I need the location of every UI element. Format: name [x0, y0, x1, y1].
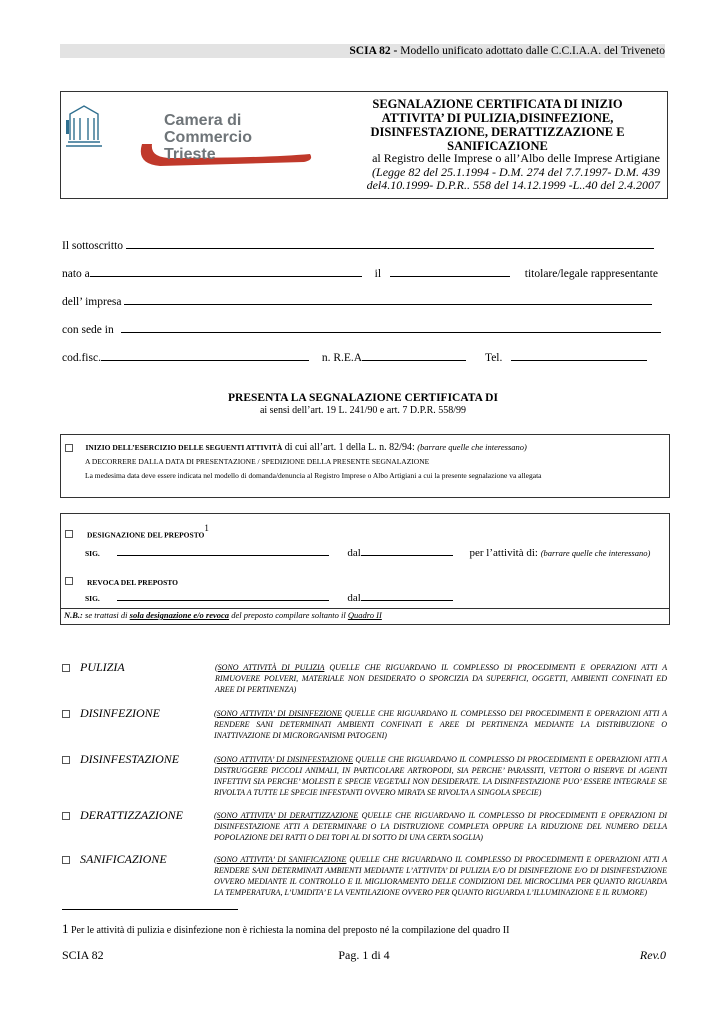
inizio-date-note: La medesima data deve essere indicata nel modello di domanda/denuncia al Registro Imprese o Albo Artigiani a cui la presente segnalazione va allegata [85, 471, 542, 480]
activity-name: DERATTIZZAZIONE [80, 808, 183, 822]
activity-list [62, 660, 668, 910]
sig-label: SIG. [85, 594, 100, 603]
activity-disinfezione [62, 708, 668, 754]
tel-label: Tel. [484, 352, 503, 364]
titolare-label: titolare/legale rappresentante [524, 268, 658, 280]
activity-disinfestazione [62, 754, 668, 810]
form-code: SCIA 82 - [349, 45, 398, 57]
impresa-field[interactable] [124, 294, 652, 305]
revoca-checkbox[interactable] [65, 577, 73, 585]
activity-name: DISINFEZIONE [80, 706, 160, 720]
sede-label: con sede in [62, 324, 114, 336]
title-line: ATTIVITA’ DI PULIZIA,DISINFEZIONE, [381, 111, 614, 125]
title-line: SEGNALAZIONE CERTIFICATA DI INIZIO [372, 97, 623, 111]
registry-line: al Registro delle Imprese o all’Albo delle Imprese Artigiane [372, 151, 660, 165]
activity-text: RENDERE SANI DETERMINATI AMBIENTI CONFINATI E AREE DI PERTINENZA MEDIANTE LA DISTRIBUZIONE O [214, 720, 667, 729]
activity-text: LA TEMPERATURA, L’UMIDITA’ E LA VENTILAZIONE OVVERO PER QUANTO RIGUARDA L’ILLUMINAZIONE E IL RUMORE) [214, 888, 648, 897]
row-codfisc [62, 350, 647, 364]
nb-emphasis: sola designazione e/o revoca [129, 610, 230, 620]
activity-description: (SONO ATTIVITA’ DI DISINFESTAZIONE QUELLE CHE RIGUARDANO IL COMPLESSO DI PROCEDIMENTI E OPERAZIONI ATTI A DISTRUGGERE PICCOLI ANIMALI, IN PARTICOLARE ARTROPODI, SIA PERCHE’ PARASSITI, VETTORI O RISERVE DI AGENTI INFETTIVI SIA PERCHE’ MOLESTI E SPECIE VEGETALI NON DESIDERATE. LA DISINFESTAZIONE PUO’ ESSERE INTEGRALE SE RIVOLTA A TUTTE LE SPECIE INFESTANTI OVVERO MIRATA SE RIVOLTA A SINGOLA SPECIE) [214, 755, 668, 797]
disinfestazione-checkbox[interactable] [62, 756, 70, 764]
logo-text-line1: Camera di Commercio [164, 112, 253, 146]
row-impresa [62, 294, 652, 308]
activity-text: QUELLE CHE RIGUARDANO IL COMPLESSO DEI PROCEDIMENTI E OPERAZIONI ATTI A [344, 709, 667, 718]
sottoscritto-field[interactable] [126, 238, 654, 249]
revision: Rev.0 [639, 948, 666, 962]
inizio-checkbox[interactable] [65, 444, 73, 452]
codfisc-label: cod.fisc. [62, 352, 101, 364]
activity-description: (SONO ATTIVITA’ DI SANIFICAZIONE QUELLE CHE RIGUARDANO IL COMPLESSO DI PROCEDIMENTI E OPERAZIONI ATTI A RENDERE SANI DETERMINATI AMBIENTI MEDIANTE L’ATTIVITA’ DI PULIZIA E/O DI DISINFEZIONE E/O DI DISINFESTAZIONE OVVERO MEDIANTE IL CONTROLLO E IL MIGLIORAMENTO DELLE CONDIZIONI DEL MICROCLIMA PER QUANTO RIGUARDA LA TEMPERATURA, L’UMIDITA’ E LA VENTILAZIONE OVVERO PER QUANTO RIGUARDA L’ILLUMINAZIONE E IL RUMORE) [214, 855, 668, 897]
dal-label: dal [347, 592, 361, 604]
chamber-logo [64, 100, 324, 170]
footnote-mark: 1 [204, 523, 209, 533]
preposto-box [60, 513, 670, 625]
presenta-subheading: ai sensi dell’art. 19 L. 241/90 e art. 7 D.P.R. 558/99 [259, 405, 467, 416]
inizio-label: INIZIO DELL’ESERCIZIO DELLE SEGUENTI ATTIVITÀ [85, 443, 283, 452]
activity-key: SONO ATTIVITA’ DI DERATTIZZAZIONE [216, 811, 359, 820]
row-sottoscritto [62, 238, 654, 252]
attivita-label: per l’attività di: [469, 547, 538, 559]
attivita-note: (barrare quelle che interessano) [540, 548, 651, 558]
row-sede [62, 322, 661, 336]
derattizzazione-checkbox[interactable] [62, 812, 70, 820]
designazione-label: DESIGNAZIONE DEL PREPOSTO [87, 530, 205, 540]
inizio-box [60, 434, 670, 498]
law-line: del4.10.1999- D.P.R.. 558 del 14.12.1999 -L..40 del 2.4.2007 [366, 178, 660, 192]
il-field[interactable] [390, 266, 510, 277]
activity-text: DISINFESTAZIONE ATTI A DETERMINARE O LA DISTRUZIONE COMPLETA OPPURE LA RIDUZIONE DEL NUMERO DELLA [214, 822, 667, 831]
activity-text: QUELLE CHE RIGUARDANO IL COMPLESSO DI PROCEDIMENTI E OPERAZIONI ATTI A [355, 755, 668, 764]
nb-text: del preposto compilare soltanto il [231, 610, 346, 620]
activity-description: (SONO ATTIVITA’ DI DISINFEZIONE QUELLE CHE RIGUARDANO IL COMPLESSO DEI PROCEDIMENTI E OPERAZIONI ATTI A RENDERE SANI DETERMINATI AMBIENTI CONFINATI E AREE DI PERTINENZA MEDIANTE LA DISTRIBUZIONE O INATTIVAZIONE DI MICRORGANISMI PATOGENI) [214, 709, 667, 740]
designazione-dal-field[interactable] [361, 545, 453, 556]
nb-quadro: Quadro II [347, 610, 382, 620]
dal-label: dal [347, 547, 361, 559]
inizio-reference: di cui all’art. 1 della L. n. 82/94: [284, 442, 415, 453]
activity-pulizia [62, 660, 668, 708]
activity-description: (SONO ATTIVITÀ DI PULIZIA QUELLE CHE RIGUARDANO IL COMPLESSO DI PROCEDIMENTI E OPERAZIONI ATTI A RIMUOVERE POLVERI, MATERIALE NON DESIDERATO O SPORCIZIA DA SUPERFICI, OGGETTI, AMBIENTI CONFINATI ED AREE DI PERTINENZA) [215, 663, 668, 694]
inizio-note: (barrare quelle che interessano) [417, 442, 527, 452]
activity-key: SONO ATTIVITA’ DI DISINFESTAZIONE [216, 755, 353, 764]
activity-text: INATTIVAZIONE DI MICRORGANISMI PATOGENI) [214, 731, 387, 740]
sanificazione-checkbox[interactable] [62, 856, 70, 864]
form-title [335, 97, 660, 153]
revoca-sig-field[interactable] [117, 590, 329, 601]
rea-field[interactable] [362, 350, 466, 361]
activity-name: PULIZIA [80, 660, 125, 674]
law-line: (Legge 82 del 25.1.1994 - D.M. 274 del 7.7.1997- D.M. 439 [372, 164, 660, 179]
sede-field[interactable] [121, 322, 661, 333]
footnote-separator [62, 909, 238, 910]
activity-text: DISTRUGGERE PICCOLI ANIMALI, IN PARTICOLARE ARTROPODI, SIA PERCHE’ PARASSITI, VETTORI O RISERVE DI AGENTI [214, 766, 667, 775]
form-subtitle [335, 152, 660, 193]
activity-text: INFETTIVI SIA PERCHE’ MOLESTI E SPECIE VEGETALI NON DESIDERATE. LA DISINFESTAZIONE PUO’ ESSERE INTEGRALE [214, 777, 656, 786]
activity-text: OVVERO MEDIANTE IL CONTROLLO E IL MIGLIORAMENTO DELLE CONDIZIONI DEL MICROCLIMA PER QUANTO RIGUARDA [214, 877, 667, 886]
activity-name: DISINFESTAZIONE [80, 752, 180, 766]
sig-label: SIG. [85, 549, 100, 558]
disinfezione-checkbox[interactable] [62, 710, 70, 718]
title-line: DISINFESTAZIONE, DERATTIZZAZIONE E [370, 125, 625, 139]
activity-key: SONO ATTIVITA’ DI DISINFEZIONE [216, 709, 342, 718]
nato-field[interactable] [90, 266, 362, 277]
rea-label: n. R.E.A [321, 352, 363, 364]
activity-text: SE RIVOLTA A TUTTE LE SPECIE INFESTANTI OVVERO MIRATA SE RIVOLTA A SINGOLA SPECIE) [214, 777, 668, 797]
activity-text: POPOLAZIONE DEI RATTI O DEI TOPI AL DI SOTTO DI UNA CERTA SOGLIA) [214, 833, 483, 842]
activity-text: RENDERE SANI DETERMINATI AMBIENTI MEDIANTE L’ATTIVITA’ DI PULIZIA E/O DI DISINFEZIONE E/O DI DISINFESTAZIONE [214, 866, 667, 875]
revoca-dal-field[interactable] [361, 590, 453, 601]
activity-text: QUELLE CHE RIGUARDANO IL COMPLESSO DI PROCEDIMENTI E OPERAZIONI DI [361, 811, 668, 820]
activity-key: SONO ATTIVITA’ DI SANIFICAZIONE [216, 855, 347, 864]
codfisc-field[interactable] [101, 350, 309, 361]
revoca-label: REVOCA DEL PREPOSTO [87, 578, 178, 587]
nb-note [61, 608, 669, 621]
footer-form-code: SCIA 82 [62, 948, 104, 962]
row-nato [62, 266, 658, 280]
activity-text: AREE DI PERTINENZA) [215, 685, 297, 694]
page-number: Pag. 1 di 4 [338, 948, 390, 962]
nb-label: N.B.: [64, 610, 83, 620]
nato-label: nato a [62, 268, 90, 280]
footnote-text: Per le attività di pulizia e disinfezione non è richiesta la nomina del preposto né la compilazione del quadro II [71, 925, 510, 936]
tel-field[interactable] [511, 350, 647, 361]
designazione-sig-field[interactable] [117, 545, 329, 556]
footnote [62, 921, 509, 937]
pulizia-checkbox[interactable] [62, 664, 70, 672]
form-description: Modello unificato adottato dalle C.C.I.A.A. del Triveneto [400, 45, 665, 57]
nb-text: se trattasi di [85, 610, 128, 620]
form-header-bar [60, 44, 665, 58]
footnote-number: 1 [62, 921, 69, 936]
presenta-heading: PRESENTA LA SEGNALAZIONE CERTIFICATA DI [228, 392, 498, 404]
sottoscritto-label: Il sottoscritto [62, 240, 124, 252]
activity-derattizzazione [62, 810, 668, 854]
activity-text: QUELLE CHE RIGUARDANO IL COMPLESSO DI PROCEDIMENTI E OPERAZIONI ATTI A [329, 663, 668, 672]
impresa-label: dell’ impresa [62, 296, 122, 308]
activity-description: (SONO ATTIVITA’ DI DERATTIZZAZIONE QUELLE CHE RIGUARDANO IL COMPLESSO DI PROCEDIMENTI E OPERAZIONI DI DISINFESTAZIONE ATTI A DETERMINARE O LA DISTRUZIONE COMPLETA OPPURE LA RIDUZIONE DEL NUMERO DELLA POPOLAZIONE DEI RATTI O DEI TOPI AL DI SOTTO DI UNA CERTA SOGLIA) [214, 811, 668, 842]
activity-sanificazione [62, 854, 668, 910]
activity-text: RIMUOVERE POLVERI, MATERIALE NON DESIDERATO O SPORCIZIA DA SUPERFICI, OGGETTI, AMBIENTI CONFINATI ED [215, 674, 667, 683]
inizio-start-date: A DECORRERE DALLA DATA DI PRESENTAZIONE / SPEDIZIONE DELLA PRESENTE SEGNALAZIONE [85, 457, 430, 466]
activity-text: QUELLE CHE RIGUARDANO IL COMPLESSO DI PROCEDIMENTI E OPERAZIONI ATTI A [349, 855, 668, 864]
designazione-checkbox[interactable] [65, 530, 73, 538]
logo-text-line2: Trieste [164, 146, 216, 163]
activity-key: SONO ATTIVITÀ DI PULIZIA [217, 663, 325, 672]
title-line: SANIFICAZIONE [447, 139, 548, 153]
activity-name: SANIFICAZIONE [80, 852, 167, 866]
il-label: il [374, 268, 382, 280]
